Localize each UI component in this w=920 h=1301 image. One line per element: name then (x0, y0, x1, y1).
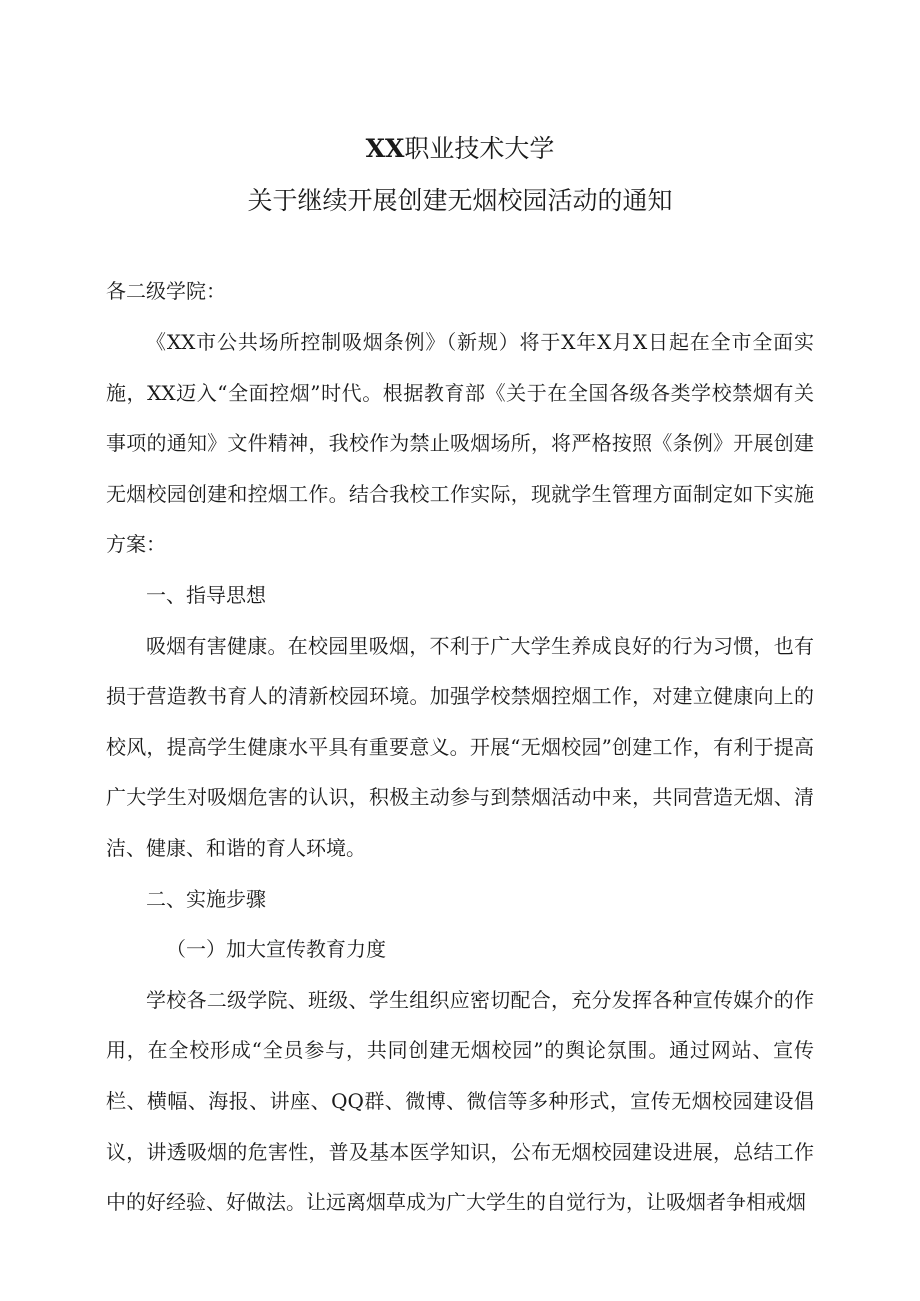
institution-name-rest: 职业技术大学 (404, 134, 555, 163)
section-heading-implementation-steps: 二、实施步骤 (146, 886, 266, 911)
document-body (106, 275, 814, 1228)
section-heading-guiding-principle: 一、指导思想 (146, 582, 266, 607)
subsection-paragraph-publicity: 学校各二级学院、班级、学生组织应密切配合，充分发挥各种宣传媒介的作用，在全校形成“全员参与，共同创建无烟校园”的舆论氛围。通过网站、宣传栏、横幅、海报、讲座、QQ群、微博、微信等多种形式，宣传无烟校园建设倡议，讲透吸烟的危害性，普及基本医学知识，公布无烟校园建设进展，总结工作中的好经验、好做法。让远离烟草成为广大学生的自觉行为，让吸烟者争相戒烟 (106, 987, 814, 1215)
intro-paragraph: 《XX市公共场所控制吸烟条例》（新规）将于X年X月X日起在全市全面实施，XX迈入“全面控烟”时代。根据教育部《关于在全国各级各类学校禁烟有关事项的通知》文件精神，我校作为禁止吸烟场所，将严格按照《条例》开展创建无烟校园创建和控烟工作。结合我校工作实际，现就学生管理方面制定如下实施方案： (106, 330, 814, 557)
document-title-institution (0, 128, 920, 170)
institution-placeholder-name: XX (365, 134, 405, 163)
salutation: 各二级学院： (106, 279, 226, 303)
document-title-block (0, 128, 920, 222)
section-paragraph-guiding-principle: 吸烟有害健康。在校园里吸烟，不利于广大学生养成良好的行为习惯，也有损于营造教书育人的清新校园环境。加强学校禁烟控烟工作，对建立健康向上的校风，提高学生健康水平具有重要意义。开展“无烟校园”创建工作，有利于提高广大学生对吸烟危害的认识，积极主动参与到禁烟活动中来，共同营造无烟、清洁、健康、和谐的育人环境。 (106, 633, 814, 860)
subsection-heading-publicity: （一）加大宣传教育力度 (166, 937, 386, 962)
document-title-main: 关于继续开展创建无烟校园活动的通知 (247, 186, 673, 215)
